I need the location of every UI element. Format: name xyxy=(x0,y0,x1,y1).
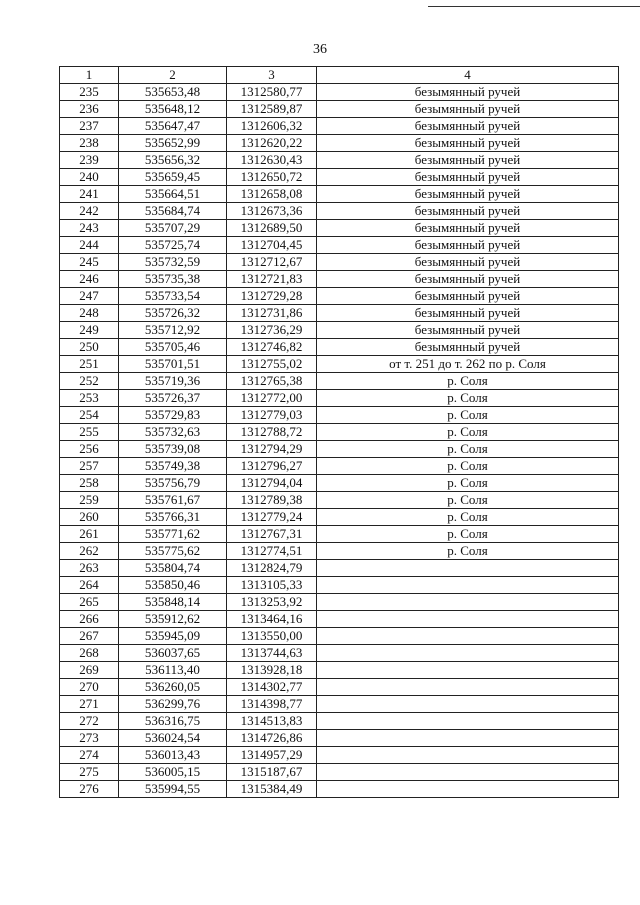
point-number-cell: 243 xyxy=(60,220,119,237)
x-coordinate-cell: 535848,14 xyxy=(119,594,227,611)
table-row xyxy=(60,356,619,373)
x-coordinate-cell: 535701,51 xyxy=(119,356,227,373)
table-row xyxy=(60,764,619,781)
table-row xyxy=(60,424,619,441)
table-row xyxy=(60,577,619,594)
point-number-cell: 238 xyxy=(60,135,119,152)
point-number-cell: 272 xyxy=(60,713,119,730)
x-coordinate-cell: 535726,37 xyxy=(119,390,227,407)
y-coordinate-cell: 1312779,24 xyxy=(227,509,317,526)
y-coordinate-cell: 1312658,08 xyxy=(227,186,317,203)
description-cell xyxy=(317,764,619,781)
point-number-cell: 246 xyxy=(60,271,119,288)
description-cell: р. Соля xyxy=(317,390,619,407)
x-coordinate-cell: 536005,15 xyxy=(119,764,227,781)
point-number-cell: 236 xyxy=(60,101,119,118)
point-number-cell: 276 xyxy=(60,781,119,798)
point-number-cell: 259 xyxy=(60,492,119,509)
table-row xyxy=(60,781,619,798)
point-number-cell: 273 xyxy=(60,730,119,747)
description-cell xyxy=(317,679,619,696)
y-coordinate-cell: 1315384,49 xyxy=(227,781,317,798)
description-cell: р. Соля xyxy=(317,492,619,509)
description-cell xyxy=(317,662,619,679)
table-row xyxy=(60,305,619,322)
x-coordinate-cell: 535656,32 xyxy=(119,152,227,169)
description-cell: безымянный ручей xyxy=(317,152,619,169)
x-coordinate-cell: 536260,05 xyxy=(119,679,227,696)
y-coordinate-cell: 1312721,83 xyxy=(227,271,317,288)
description-cell: р. Соля xyxy=(317,526,619,543)
point-number-cell: 257 xyxy=(60,458,119,475)
x-coordinate-cell: 535719,36 xyxy=(119,373,227,390)
x-coordinate-cell: 535648,12 xyxy=(119,101,227,118)
x-coordinate-cell: 536024,54 xyxy=(119,730,227,747)
point-number-cell: 268 xyxy=(60,645,119,662)
description-cell: безымянный ручей xyxy=(317,84,619,101)
page-number: 36 xyxy=(313,42,327,57)
y-coordinate-cell: 1312712,67 xyxy=(227,254,317,271)
point-number-cell: 240 xyxy=(60,169,119,186)
y-coordinate-cell: 1312689,50 xyxy=(227,220,317,237)
description-cell: безымянный ручей xyxy=(317,135,619,152)
point-number-cell: 241 xyxy=(60,186,119,203)
description-cell xyxy=(317,645,619,662)
table-header-row xyxy=(60,67,619,84)
y-coordinate-cell: 1313253,92 xyxy=(227,594,317,611)
y-coordinate-cell: 1314957,29 xyxy=(227,747,317,764)
y-coordinate-cell: 1313464,16 xyxy=(227,611,317,628)
point-number-cell: 261 xyxy=(60,526,119,543)
description-cell: безымянный ручей xyxy=(317,101,619,118)
x-coordinate-cell: 535729,83 xyxy=(119,407,227,424)
x-coordinate-cell: 535756,79 xyxy=(119,475,227,492)
table-row xyxy=(60,628,619,645)
x-coordinate-cell: 535733,54 xyxy=(119,288,227,305)
point-number-cell: 274 xyxy=(60,747,119,764)
description-cell: р. Соля xyxy=(317,475,619,492)
point-number-cell: 248 xyxy=(60,305,119,322)
table-row xyxy=(60,611,619,628)
x-coordinate-cell: 535659,45 xyxy=(119,169,227,186)
description-cell: безымянный ручей xyxy=(317,118,619,135)
table-row xyxy=(60,526,619,543)
table-row xyxy=(60,169,619,186)
x-coordinate-cell: 535707,29 xyxy=(119,220,227,237)
description-cell: безымянный ручей xyxy=(317,186,619,203)
y-coordinate-cell: 1313105,33 xyxy=(227,577,317,594)
description-cell: р. Соля xyxy=(317,509,619,526)
x-coordinate-cell: 535775,62 xyxy=(119,543,227,560)
x-coordinate-cell: 535912,62 xyxy=(119,611,227,628)
x-coordinate-cell: 535732,59 xyxy=(119,254,227,271)
description-cell xyxy=(317,730,619,747)
point-number-cell: 266 xyxy=(60,611,119,628)
y-coordinate-cell: 1312765,38 xyxy=(227,373,317,390)
table-row xyxy=(60,560,619,577)
header-col-4: 4 xyxy=(317,67,619,84)
description-cell: безымянный ручей xyxy=(317,237,619,254)
x-coordinate-cell: 535771,62 xyxy=(119,526,227,543)
point-number-cell: 254 xyxy=(60,407,119,424)
point-number-cell: 262 xyxy=(60,543,119,560)
table-row xyxy=(60,84,619,101)
x-coordinate-cell: 535684,74 xyxy=(119,203,227,220)
x-coordinate-cell: 535739,08 xyxy=(119,441,227,458)
table-row xyxy=(60,186,619,203)
y-coordinate-cell: 1313744,63 xyxy=(227,645,317,662)
description-cell: р. Соля xyxy=(317,407,619,424)
table-row xyxy=(60,441,619,458)
header-col-2: 2 xyxy=(119,67,227,84)
x-coordinate-cell: 535945,09 xyxy=(119,628,227,645)
point-number-cell: 269 xyxy=(60,662,119,679)
description-cell xyxy=(317,713,619,730)
table-row xyxy=(60,339,619,356)
table-row xyxy=(60,543,619,560)
y-coordinate-cell: 1313550,00 xyxy=(227,628,317,645)
x-coordinate-cell: 535994,55 xyxy=(119,781,227,798)
x-coordinate-cell: 536037,65 xyxy=(119,645,227,662)
point-number-cell: 235 xyxy=(60,84,119,101)
description-cell: безымянный ручей xyxy=(317,169,619,186)
y-coordinate-cell: 1312606,32 xyxy=(227,118,317,135)
table-row xyxy=(60,271,619,288)
x-coordinate-cell: 535705,46 xyxy=(119,339,227,356)
x-coordinate-cell: 535732,63 xyxy=(119,424,227,441)
y-coordinate-cell: 1312704,45 xyxy=(227,237,317,254)
table-row xyxy=(60,288,619,305)
y-coordinate-cell: 1312729,28 xyxy=(227,288,317,305)
x-coordinate-cell: 535735,38 xyxy=(119,271,227,288)
header-col-1: 1 xyxy=(60,67,119,84)
x-coordinate-cell: 536013,43 xyxy=(119,747,227,764)
y-coordinate-cell: 1312789,38 xyxy=(227,492,317,509)
table-row xyxy=(60,747,619,764)
table-row xyxy=(60,475,619,492)
x-coordinate-cell: 535647,47 xyxy=(119,118,227,135)
description-cell xyxy=(317,594,619,611)
description-cell: безымянный ручей xyxy=(317,305,619,322)
table-row xyxy=(60,220,619,237)
description-cell: безымянный ручей xyxy=(317,271,619,288)
x-coordinate-cell: 536299,76 xyxy=(119,696,227,713)
y-coordinate-cell: 1312580,77 xyxy=(227,84,317,101)
x-coordinate-cell: 535726,32 xyxy=(119,305,227,322)
point-number-cell: 265 xyxy=(60,594,119,611)
description-cell: р. Соля xyxy=(317,373,619,390)
y-coordinate-cell: 1312796,27 xyxy=(227,458,317,475)
point-number-cell: 239 xyxy=(60,152,119,169)
y-coordinate-cell: 1314302,77 xyxy=(227,679,317,696)
table-row xyxy=(60,135,619,152)
point-number-cell: 244 xyxy=(60,237,119,254)
point-number-cell: 252 xyxy=(60,373,119,390)
table-row xyxy=(60,713,619,730)
y-coordinate-cell: 1312731,86 xyxy=(227,305,317,322)
table-row xyxy=(60,118,619,135)
y-coordinate-cell: 1312794,29 xyxy=(227,441,317,458)
description-cell xyxy=(317,747,619,764)
x-coordinate-cell: 535725,74 xyxy=(119,237,227,254)
point-number-cell: 250 xyxy=(60,339,119,356)
description-cell: безымянный ручей xyxy=(317,203,619,220)
x-coordinate-cell: 535766,31 xyxy=(119,509,227,526)
y-coordinate-cell: 1312755,02 xyxy=(227,356,317,373)
point-number-cell: 264 xyxy=(60,577,119,594)
y-coordinate-cell: 1312673,36 xyxy=(227,203,317,220)
y-coordinate-cell: 1312589,87 xyxy=(227,101,317,118)
table-row xyxy=(60,373,619,390)
table-row xyxy=(60,645,619,662)
table-row xyxy=(60,679,619,696)
y-coordinate-cell: 1312772,00 xyxy=(227,390,317,407)
point-number-cell: 251 xyxy=(60,356,119,373)
y-coordinate-cell: 1312650,72 xyxy=(227,169,317,186)
point-number-cell: 258 xyxy=(60,475,119,492)
point-number-cell: 256 xyxy=(60,441,119,458)
table-row xyxy=(60,390,619,407)
x-coordinate-cell: 535804,74 xyxy=(119,560,227,577)
coordinates-table xyxy=(59,66,619,798)
point-number-cell: 255 xyxy=(60,424,119,441)
y-coordinate-cell: 1312746,82 xyxy=(227,339,317,356)
y-coordinate-cell: 1314398,77 xyxy=(227,696,317,713)
point-number-cell: 237 xyxy=(60,118,119,135)
x-coordinate-cell: 535712,92 xyxy=(119,322,227,339)
table-row xyxy=(60,152,619,169)
x-coordinate-cell: 535749,38 xyxy=(119,458,227,475)
y-coordinate-cell: 1312779,03 xyxy=(227,407,317,424)
header-col-3: 3 xyxy=(227,67,317,84)
point-number-cell: 275 xyxy=(60,764,119,781)
description-cell: от т. 251 до т. 262 по р. Соля xyxy=(317,356,619,373)
point-number-cell: 249 xyxy=(60,322,119,339)
description-cell: безымянный ручей xyxy=(317,339,619,356)
y-coordinate-cell: 1314513,83 xyxy=(227,713,317,730)
table-row xyxy=(60,662,619,679)
table-body xyxy=(60,84,619,798)
x-coordinate-cell: 535664,51 xyxy=(119,186,227,203)
y-coordinate-cell: 1312794,04 xyxy=(227,475,317,492)
point-number-cell: 270 xyxy=(60,679,119,696)
table-row xyxy=(60,509,619,526)
point-number-cell: 247 xyxy=(60,288,119,305)
table-row xyxy=(60,237,619,254)
table-row xyxy=(60,254,619,271)
table-row xyxy=(60,594,619,611)
y-coordinate-cell: 1312630,43 xyxy=(227,152,317,169)
x-coordinate-cell: 535652,99 xyxy=(119,135,227,152)
y-coordinate-cell: 1312774,51 xyxy=(227,543,317,560)
point-number-cell: 271 xyxy=(60,696,119,713)
description-cell xyxy=(317,696,619,713)
top-border-line xyxy=(428,6,640,7)
description-cell xyxy=(317,560,619,577)
table-row xyxy=(60,730,619,747)
y-coordinate-cell: 1315187,67 xyxy=(227,764,317,781)
table-row xyxy=(60,407,619,424)
y-coordinate-cell: 1312736,29 xyxy=(227,322,317,339)
point-number-cell: 263 xyxy=(60,560,119,577)
point-number-cell: 267 xyxy=(60,628,119,645)
y-coordinate-cell: 1312767,31 xyxy=(227,526,317,543)
description-cell: безымянный ручей xyxy=(317,288,619,305)
point-number-cell: 242 xyxy=(60,203,119,220)
description-cell xyxy=(317,628,619,645)
description-cell: безымянный ручей xyxy=(317,220,619,237)
x-coordinate-cell: 535761,67 xyxy=(119,492,227,509)
y-coordinate-cell: 1314726,86 xyxy=(227,730,317,747)
description-cell: р. Соля xyxy=(317,441,619,458)
x-coordinate-cell: 536113,40 xyxy=(119,662,227,679)
description-cell: р. Соля xyxy=(317,424,619,441)
description-cell: безымянный ручей xyxy=(317,322,619,339)
table-row xyxy=(60,101,619,118)
table-row xyxy=(60,203,619,220)
description-cell xyxy=(317,577,619,594)
description-cell: р. Соля xyxy=(317,458,619,475)
point-number-cell: 245 xyxy=(60,254,119,271)
y-coordinate-cell: 1312620,22 xyxy=(227,135,317,152)
description-cell: безымянный ручей xyxy=(317,254,619,271)
x-coordinate-cell: 536316,75 xyxy=(119,713,227,730)
x-coordinate-cell: 535653,48 xyxy=(119,84,227,101)
x-coordinate-cell: 535850,46 xyxy=(119,577,227,594)
y-coordinate-cell: 1313928,18 xyxy=(227,662,317,679)
point-number-cell: 253 xyxy=(60,390,119,407)
table-row xyxy=(60,492,619,509)
description-cell xyxy=(317,781,619,798)
description-cell: р. Соля xyxy=(317,543,619,560)
description-cell xyxy=(317,611,619,628)
table-row xyxy=(60,322,619,339)
y-coordinate-cell: 1312788,72 xyxy=(227,424,317,441)
y-coordinate-cell: 1312824,79 xyxy=(227,560,317,577)
table-row xyxy=(60,696,619,713)
table-row xyxy=(60,458,619,475)
point-number-cell: 260 xyxy=(60,509,119,526)
